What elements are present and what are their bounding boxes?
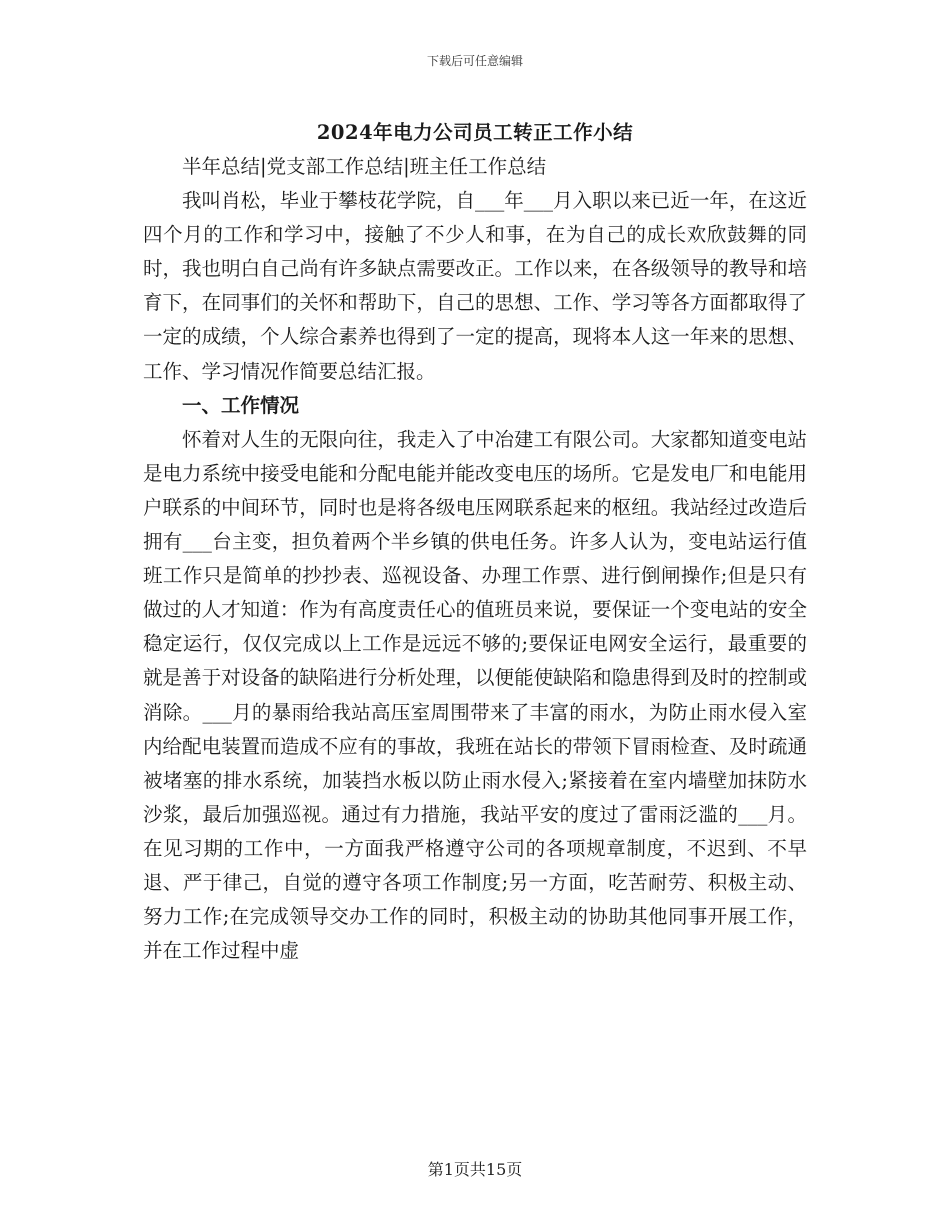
document-body <box>143 150 807 968</box>
section-heading-work: 一、工作情况 <box>182 393 300 417</box>
header-note: 下载后可任意编辑 <box>426 54 523 68</box>
document-subtitle: 半年总结|党支部工作总结|班主任工作总结 <box>182 155 547 178</box>
paragraph-work: 怀着对人生的无限向往，我走入了中冶建工有限公司。大家都知道变电站是电力系统中接受电能和分配电能并能改变电压的场所。它是发电厂和电能用户联系的中间环节，同时也是将各级电压网联系起来的枢纽。我站经过改造后拥有___台主变，担负着两个半乡镇的供电任务。许多人认为，变电站运行值班工作只是简单的抄抄表、巡视设备、办理工作票、进行倒闸操作;但是只有做过的人才知道：作为有高度责任心的值班员来说，要保证一个变电站的安全稳定运行，仅仅完成以上工作是远远不够的;要保证电网安全运行，最重要的就是善于对设备的缺陷进行分析处理，以便能使缺陷和隐患得到及时的控制或消除。___月的暴雨给我站高压室周围带来了丰富的雨水，为防止雨水侵入室内给配电装置而造成不应有的事故，我班在站长的带领下冒雨检查、及时疏通被堵塞的排水系统，加装挡水板以防止雨水侵入;紧接着在室内墙壁加抹防水沙浆，最后加强巡视。通过有力措施，我站平安的度过了雷雨泛滥的___月。在见习期的工作中，一方面我严格遵守公司的各项规章制度，不迟到、不早退、严于律己，自觉的遵守各项工作制度;另一方面，吃苦耐劳、积极主动、努力工作;在完成领导交办工作的同时，积极主动的协助其他同事开展工作，并在工作过程中虚 <box>143 427 807 963</box>
page-footer: 第1页共15页 <box>427 1160 523 1179</box>
paragraph-intro: 我叫肖松，毕业于攀枝花学院，自___年___月入职以来已近一年，在这近四个月的工作和学习中，接触了不少人和事，在为自己的成长欢欣鼓舞的同时，我也明白自己尚有许多缺点需要改正。工作以来，在各级领导的教导和培育下，在同事们的关怀和帮助下，自己的思想、工作、学习等各方面都取得了一定的成绩，个人综合素养也得到了一定的提高，现将本人这一年来的思想、工作、学习情况作简要总结汇报。 <box>143 189 807 383</box>
document-title: 2024年电力公司员工转正工作小结 <box>316 121 634 144</box>
